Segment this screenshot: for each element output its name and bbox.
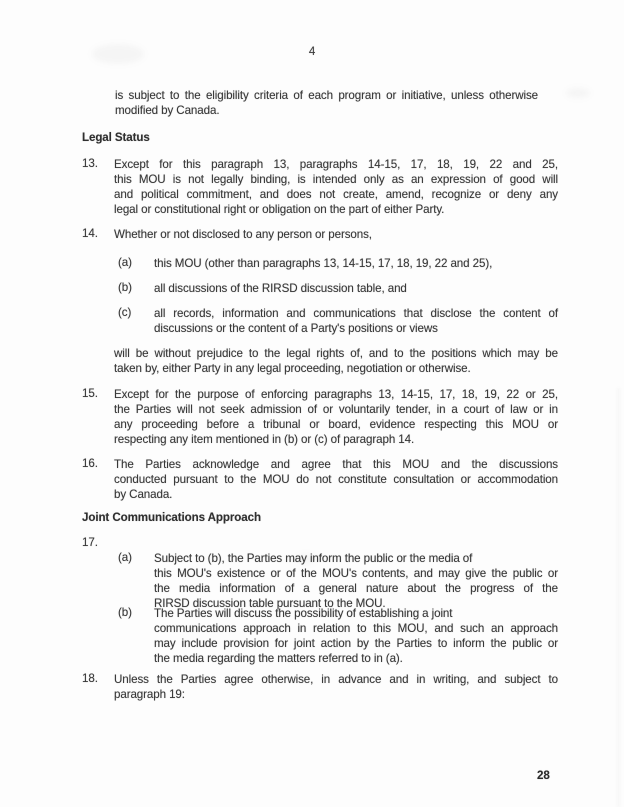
text-line: The Parties will discuss the possibility of establishing a joint (154, 607, 453, 620)
subitem-text (154, 606, 558, 666)
subitem-text (154, 281, 558, 296)
paragraph-14-text (114, 227, 558, 242)
section-heading-legal-status: Legal Status (82, 131, 150, 144)
text-line: discussions or the content of a Party's positions or views (154, 322, 438, 335)
text-line: communications approach in relation to this MOU, and such an approach (154, 622, 558, 635)
subitem-text (154, 306, 558, 336)
text-line: Whether or not disclosed to any person or persons, (114, 228, 372, 241)
paragraph-18-number: 18. (82, 672, 98, 685)
subitem-text (154, 551, 558, 611)
continued-paragraph-text (115, 88, 538, 118)
subitem-marker: (b) (118, 606, 132, 619)
text-line: Unless the Parties agree otherwise, in advance and in writing, and subject to (114, 673, 558, 686)
text-line: all discussions of the RIRSD discussion table, and (154, 282, 407, 295)
text-line: respecting any item mentioned in (b) or (c) of paragraph 14. (114, 433, 415, 446)
paragraph-15-number: 15. (82, 387, 98, 400)
text-line: Except for the purpose of enforcing paragraphs 13, 14-15, 17, 18, 19, 22 or 25, (114, 388, 558, 401)
text-line: RIRSD discussion table pursuant to the MOU. (154, 597, 386, 610)
subitem-marker: (a) (118, 551, 132, 564)
paragraph-13-text (114, 157, 558, 217)
text-line: the Parties will not seek admission of or voluntarily tender, in a court of law or in (114, 403, 558, 416)
text-line: is subject to the eligibility criteria of each program or initiative, unless otherwise (115, 89, 538, 102)
paragraph-18-text (114, 672, 558, 702)
text-line: this MOU's existence or of the MOU's contents, and may give the public or (154, 567, 558, 580)
text-line: paragraph 19: (114, 688, 185, 701)
text-line: and political commitment, and does not create, amend, recognize or deny any (114, 188, 558, 201)
text-line: The Parties acknowledge and agree that this MOU and the discussions (114, 458, 558, 471)
subitem-marker: (a) (118, 256, 132, 269)
paragraph-14-continuation-text (114, 346, 558, 376)
text-line: Subject to (b), the Parties may inform the public or the media of (154, 552, 473, 565)
subitem-text (154, 256, 558, 271)
text-line: will be without prejudice to the legal rights of, and to the positions which may be (114, 347, 558, 360)
text-line: this MOU is not legally binding, is intended only as an expression of good will (114, 173, 558, 186)
text-line: legal or constitutional right or obligation on the part of either Party. (114, 203, 445, 216)
text-line: Except for this paragraph 13, paragraphs 14-15, 17, 18, 19, 22 and 25, (114, 158, 558, 171)
scan-smudge (566, 88, 590, 98)
text-line: conducted pursuant to the MOU do not constitute consultation or accommodation (114, 473, 558, 486)
subitem-marker: (b) (118, 281, 132, 294)
text-line: all records, information and communications that disclose the content of (154, 307, 558, 320)
page-footer-number: 28 (537, 769, 550, 782)
text-line: taken by, either Party in any legal proceeding, negotiation or otherwise. (114, 362, 471, 375)
text-line: may include provision for joint action by the Parties to inform the public or (154, 637, 558, 650)
text-line: any proceeding before a tribunal or board, evidence respecting this MOU or (114, 418, 558, 431)
paragraph-16-number: 16. (82, 457, 98, 470)
subitem-marker: (c) (118, 306, 132, 319)
text-line: modified by Canada. (115, 104, 220, 117)
text-line: the media information of a general nature about the progress of the (154, 582, 558, 595)
text-line: the media regarding the matters referred to in (a). (154, 652, 403, 665)
text-line: by Canada. (114, 488, 173, 501)
paragraph-16-text (114, 457, 558, 502)
page-header-number: 4 (308, 45, 316, 58)
scan-edge-streak (617, 388, 620, 807)
section-heading-joint-communications: Joint Communications Approach (82, 511, 261, 524)
paragraph-14-number: 14. (82, 227, 98, 240)
text-line: this MOU (other than paragraphs 13, 14-15, 17, 18, 19, 22 and 25), (154, 257, 493, 270)
paragraph-15-text (114, 387, 558, 447)
paragraph-13-number: 13. (82, 157, 98, 170)
paragraph-17-number: 17. (82, 536, 98, 549)
